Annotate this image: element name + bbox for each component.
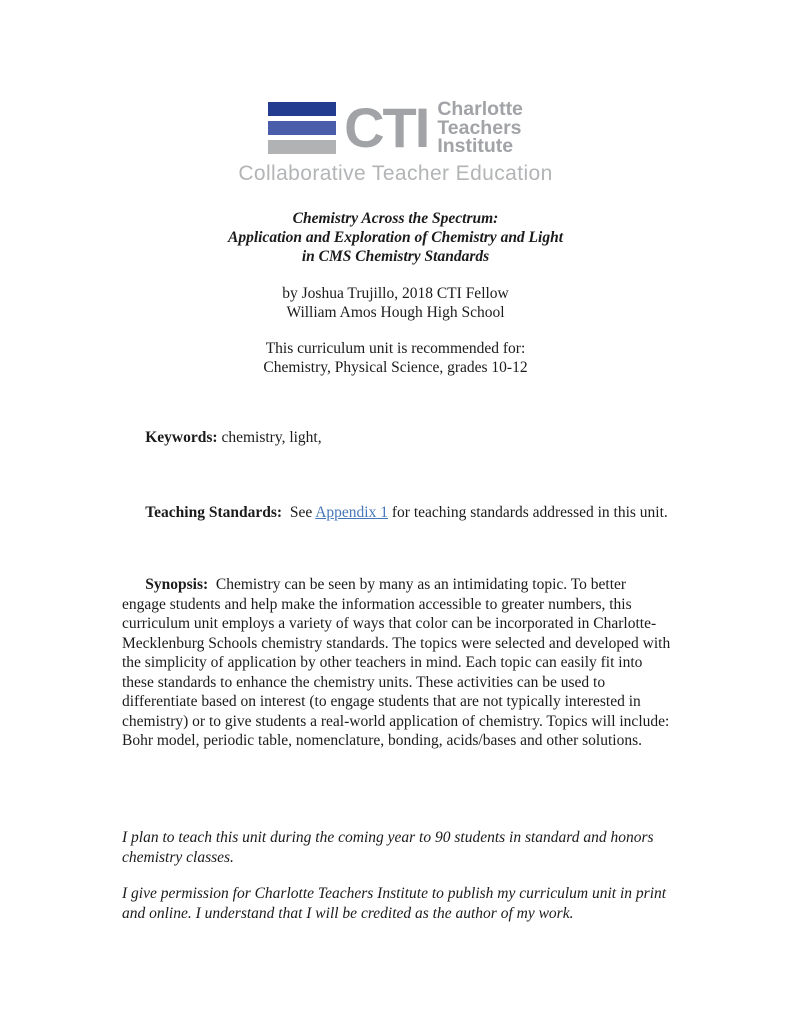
recommendation-intro: This curriculum unit is recommended for: bbox=[265, 339, 526, 357]
body-column bbox=[122, 409, 675, 771]
teaching-standards-post: for teaching standards addressed in this unit. bbox=[388, 503, 668, 521]
unit-title-line: Chemistry Across the Spectrum: bbox=[292, 209, 499, 227]
author-byline bbox=[0, 284, 791, 323]
logo-bar-top bbox=[268, 102, 336, 116]
keywords-value: chemistry, light, bbox=[217, 429, 322, 446]
cti-logo-tagline: Collaborative Teacher Education bbox=[238, 161, 553, 185]
recommendation-subjects: Chemistry, Physical Science, grades 10-12 bbox=[263, 359, 528, 376]
cti-logo-row bbox=[0, 95, 791, 159]
cti-logo-acronym: CTI bbox=[344, 95, 429, 159]
unit-title-line: Application and Exploration of Chemistry and Light bbox=[227, 228, 564, 246]
cti-logo bbox=[0, 95, 791, 186]
teaching-standards-line bbox=[122, 483, 672, 542]
synopsis-label: Synopsis: bbox=[145, 576, 209, 593]
logo-name-line: Charlotte bbox=[437, 98, 523, 120]
publish-permission-note: I give permission for Charlotte Teachers Institute to publish my curriculum unit in print and online. I understand that I will be credited as the author of my work. bbox=[122, 885, 667, 922]
unit-title-line: in CMS Chemistry Standards bbox=[301, 247, 490, 265]
teaching-plan-note: I plan to teach this unit during the coming year to 90 students in standard and honors chemistry classes. bbox=[122, 829, 654, 866]
appendix-1-link[interactable]: Appendix 1 bbox=[315, 503, 388, 521]
keywords-label: Keywords: bbox=[145, 429, 218, 446]
logo-name-line: Teachers bbox=[437, 116, 522, 139]
logo-bar-middle bbox=[268, 121, 336, 135]
synopsis-paragraph bbox=[122, 556, 675, 771]
byline-author: by Joshua Trujillo, 2018 CTI Fellow bbox=[282, 284, 509, 302]
unit-title bbox=[0, 209, 791, 266]
logo-name-line: Institute bbox=[437, 135, 514, 157]
cti-logo-name bbox=[437, 100, 523, 156]
logo-bar-bottom bbox=[268, 140, 336, 154]
teaching-standards-label: Teaching Standards: bbox=[145, 503, 283, 521]
author-statements bbox=[122, 828, 678, 923]
byline-school: William Amos Hough High School bbox=[286, 304, 505, 321]
cti-logo-bars-icon bbox=[268, 102, 336, 154]
keywords-line bbox=[122, 409, 672, 468]
synopsis-text: Chemistry can be seen by many as an intimidating topic. To better engage students and help make the information accessible to greater numbers, this curriculum unit employs a variety of ways that color can be incorporated in Charlotte-Mecklenburg Schools chemistry standards. The topics were selected and developed with the simplicity of application by other teachers in mind. Each topic can easily fit into these standards to enhance the chemistry units. These activities can be used to differentiate based on interest (to engage students that are not typically interested in chemistry) or to give students a real-world application of chemistry. Topics will include: Bohr model, periodic table, nomenclature, bonding, acids/bases and other solutions. bbox=[122, 576, 675, 749]
recommendation bbox=[0, 339, 791, 378]
teaching-standards-pre: See bbox=[282, 503, 316, 521]
